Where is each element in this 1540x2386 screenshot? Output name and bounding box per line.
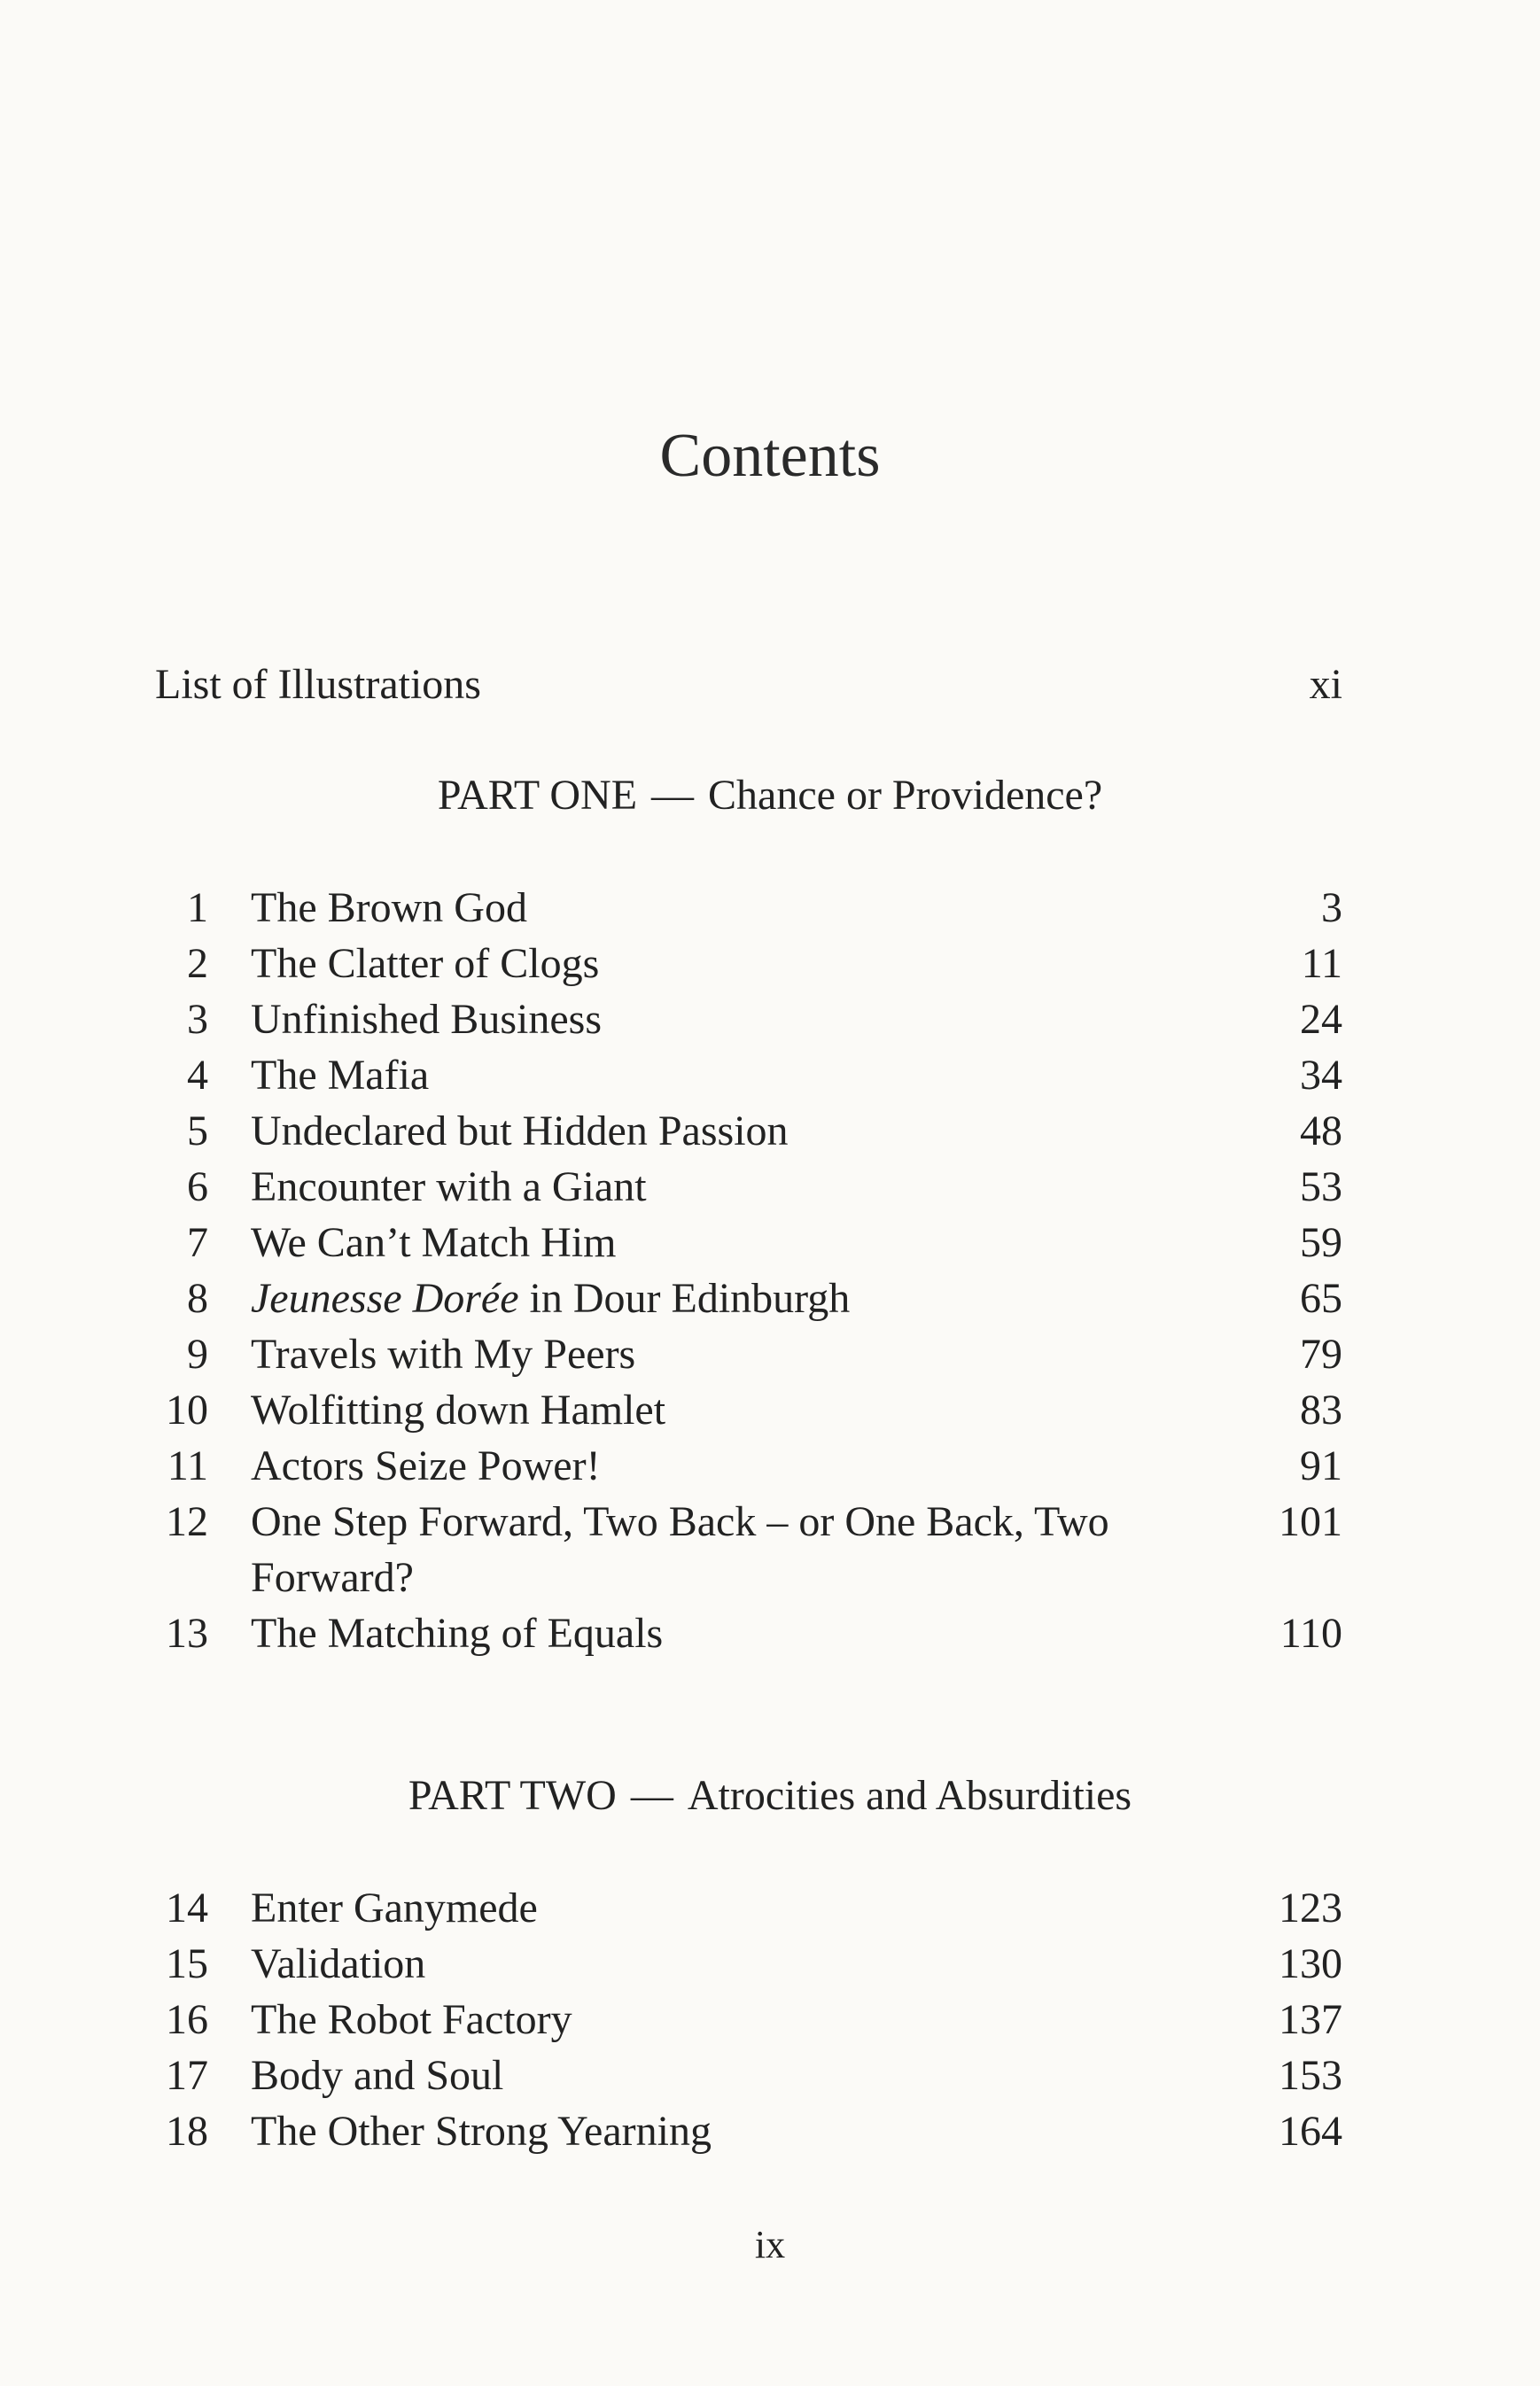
toc-entry-list-of-illustrations [155,657,1342,712]
toc-entry [155,1494,1342,1605]
toc-entry [155,1215,1342,1271]
toc-entry [155,936,1342,991]
chapter-number: 14 [166,1885,208,1931]
chapter-number: 10 [166,1387,208,1434]
toc-part-two [155,1880,1342,2159]
part-dash: — [630,1772,673,1819]
part-subtitle: Chance or Providence? [708,772,1103,819]
chapter-number: 4 [187,1052,208,1099]
chapter-title: The Other Strong Yearning [251,2108,712,2155]
chapter-page: 65 [1300,1275,1342,1322]
chapter-number: 6 [187,1163,208,1210]
chapter-number: 7 [187,1219,208,1266]
chapter-title: The Matching of Equals [251,1610,664,1657]
chapter-title: The Robot Factory [251,1996,572,2043]
chapter-page: 24 [1300,996,1342,1043]
part-dash: — [651,772,695,819]
chapter-number: 3 [187,996,208,1043]
chapter-page: 79 [1300,1331,1342,1378]
chapter-page: 48 [1300,1108,1342,1154]
chapter-page: 153 [1279,2052,1342,2099]
chapter-page: 3 [1321,884,1342,931]
chapter-page: 83 [1300,1387,1342,1434]
part-label: PART TWO [408,1772,617,1819]
chapter-number: 16 [166,1996,208,2043]
chapter-number: 11 [167,1442,208,1489]
chapter-number: 17 [166,2052,208,2099]
chapter-title: One Step Forward, Two Back – or One Back, Two Forward? [251,1498,1109,1601]
toc-entry [155,1382,1342,1438]
toc-entry [155,1438,1342,1494]
chapter-number: 12 [166,1498,208,1545]
toc-entry [155,1326,1342,1382]
chapter-title: We Can’t Match Him [251,1219,617,1266]
page-number: ix [754,2223,786,2266]
toc-entry [155,2103,1342,2159]
chapter-title: Encounter with a Giant [251,1163,647,1210]
toc-entry [155,991,1342,1047]
chapter-page: 164 [1279,2108,1342,2155]
chapter-title: Unfinished Business [251,996,602,1043]
chapter-page: 130 [1279,1940,1342,1987]
chapter-title-italic: Jeunesse Dorée [251,1275,519,1322]
toc-entry [155,1880,1342,1936]
chapter-page: 110 [1279,1610,1342,1657]
chapter-page: 34 [1300,1052,1342,1099]
chapter-page: 91 [1300,1442,1342,1489]
toc-entry [155,1605,1342,1661]
chapter-number: 13 [166,1610,208,1657]
chapter-title: Wolfitting down Hamlet [251,1387,666,1434]
chapter-number: 9 [187,1331,208,1378]
part-two-heading [0,1768,1540,1823]
chapter-page: 123 [1279,1885,1342,1931]
chapter-title: Enter Ganymede [251,1885,538,1931]
chapter-number: 8 [187,1275,208,1322]
chapter-page: 59 [1300,1219,1342,1266]
part-one-heading [0,768,1540,823]
chapter-number: 2 [187,940,208,987]
chapter-title: Undeclared but Hidden Passion [251,1108,789,1154]
chapter-title [251,1271,1227,1326]
chapter-number: 5 [187,1108,208,1154]
chapter-number: 15 [166,1940,208,1987]
toc-entry [155,2048,1342,2103]
chapter-title: The Clatter of Clogs [251,940,600,987]
part-label: PART ONE [437,772,638,819]
toc-entry [155,1271,1342,1326]
chapter-page: 137 [1279,1996,1342,2043]
chapter-number: 18 [166,2108,208,2155]
toc-entry-title: List of Illustrations [155,661,481,708]
toc-part-one [155,880,1342,1661]
toc-entry [155,1936,1342,1992]
chapter-number: 1 [187,884,208,931]
toc-entry [155,1159,1342,1215]
chapter-title: The Brown God [251,884,527,931]
part-subtitle: Atrocities and Absurdities [687,1772,1132,1819]
chapter-page: 101 [1279,1498,1342,1545]
toc-entry [155,880,1342,936]
toc-entry [155,1103,1342,1159]
page-title: Contents [659,422,881,490]
chapter-title: Actors Seize Power! [251,1442,601,1489]
chapter-page: 11 [1301,940,1342,987]
chapter-title-rest: in Dour Edinburgh [518,1275,851,1322]
chapter-title: Body and Soul [251,2052,504,2099]
chapter-page: 53 [1300,1163,1342,1210]
chapter-title: Validation [251,1940,426,1987]
toc-entry [155,1047,1342,1103]
toc-entry-page: xi [1309,661,1342,708]
chapter-title: Travels with My Peers [251,1331,636,1378]
toc-entry [155,1992,1342,2048]
chapter-title: The Mafia [251,1052,430,1099]
